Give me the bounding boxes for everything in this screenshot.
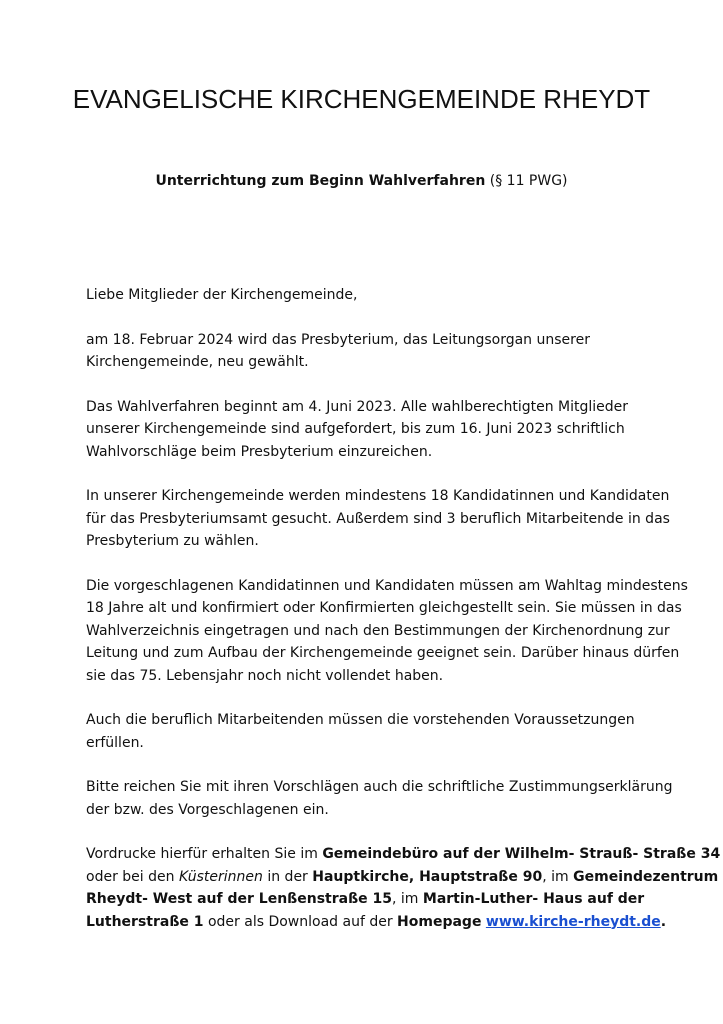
text-line: Die vorgeschlagenen Kandidatinnen und Kandidaten müssen am Wahltag mindestens [86,577,688,594]
location-community-center: Gemeindezentrum [573,868,719,885]
location-main-church: Hauptkirche, Hauptstraße 90 [312,868,543,885]
paragraph-staff-requirements [86,709,646,754]
text-line [86,888,646,911]
paragraph-procedure-start [86,396,646,464]
location-office: Gemeindebüro auf der Wilhelm- Strauß- Straße 34 [322,846,721,862]
text-line: der bzw. des Vorgeschlagenen ein. [86,801,329,818]
text-run: oder bei den [86,868,179,885]
text-line: unserer Kirchengemeinde sind aufgefordert, bis zum 16. Juni 2023 schriftlich [86,421,625,437]
subtitle [0,173,723,189]
text-line: für das Presbyteriumsamt gesucht. Außerdem sind 3 beruflich Mitarbeitende in das [86,510,670,527]
letter-body [86,284,721,933]
text-line: Bitte reichen Sie mit ihren Vorschlägen auch die schriftliche Zustimmungserklärung [86,779,673,795]
text-line: sie das 75. Lebensjahr noch nicht vollendet haben. [86,667,444,684]
text-run: , im [542,868,574,885]
text-run: . [660,913,667,930]
text-line: Wahlvorschläge beim Presbyterium einzureichen. [86,443,433,460]
text-line: Presbyterium zu wählen. [86,533,259,549]
subtitle-reference: (§ 11 PWG) [485,173,568,189]
paragraph-candidates-count [86,485,670,553]
text-line: Auch die beruflich Mitarbeitenden müssen die vorstehenden Voraussetzungen [86,712,635,728]
homepage-link[interactable]: www.kirche-rheydt.de [485,913,661,930]
text-line: Das Wahlverfahren beginnt am 4. Juni 2023. Alle wahlberechtigten Mitglieder [86,398,629,415]
text-line: Kirchengemeinde, neu gewählt. [86,354,309,370]
location-luther-house-address: Lutherstraße 1 [86,913,204,930]
text-line: Wahlverzeichnis eingetragen und nach den Bestimmungen der Kirchenordnung zur [86,622,670,639]
text-run: Vordrucke hierfür erhalten Sie im [86,846,323,862]
text-run: in der [262,868,313,885]
text-line: In unserer Kirchengemeinde werden mindestens 18 Kandidatinnen und Kandidaten [86,488,670,504]
paragraph-consent [86,776,673,821]
location-luther-house: Martin-Luther- Haus auf der [422,891,645,907]
homepage-label: Homepage [397,913,482,930]
location-community-center-address: Rheydt- West auf der Lenßenstraße 15 [86,891,392,907]
greeting: Liebe Mitglieder der Kirchengemeinde, [86,287,358,303]
text-line: erfüllen. [86,734,144,751]
paragraph-forms-locations [86,843,721,933]
text-line: am 18. Februar 2024 wird das Presbyterium, das Leitungsorgan unserer [86,331,590,348]
text-line [86,843,721,866]
page-title: EVANGELISCHE KIRCHENGEMEINDE RHEYDT [72,84,651,114]
subtitle-bold: Unterrichtung zum Beginn Wahlverfahren [155,173,486,189]
paragraph-requirements [86,575,688,688]
text-line: Leitung und zum Aufbau der Kirchengemeinde geeignet sein. Darüber hinaus dürfen [86,645,680,661]
text-run: oder als Download auf der [203,913,398,930]
text-line: 18 Jahre alt und konfirmiert oder Konfirmierten gleichgestellt sein. Sie müssen in das [86,600,682,616]
sextons-text: Küsterinnen [178,868,263,885]
text-run: , im [392,891,423,907]
text-line [86,911,667,934]
paragraph-election-date [86,329,646,374]
text-line [86,866,719,889]
